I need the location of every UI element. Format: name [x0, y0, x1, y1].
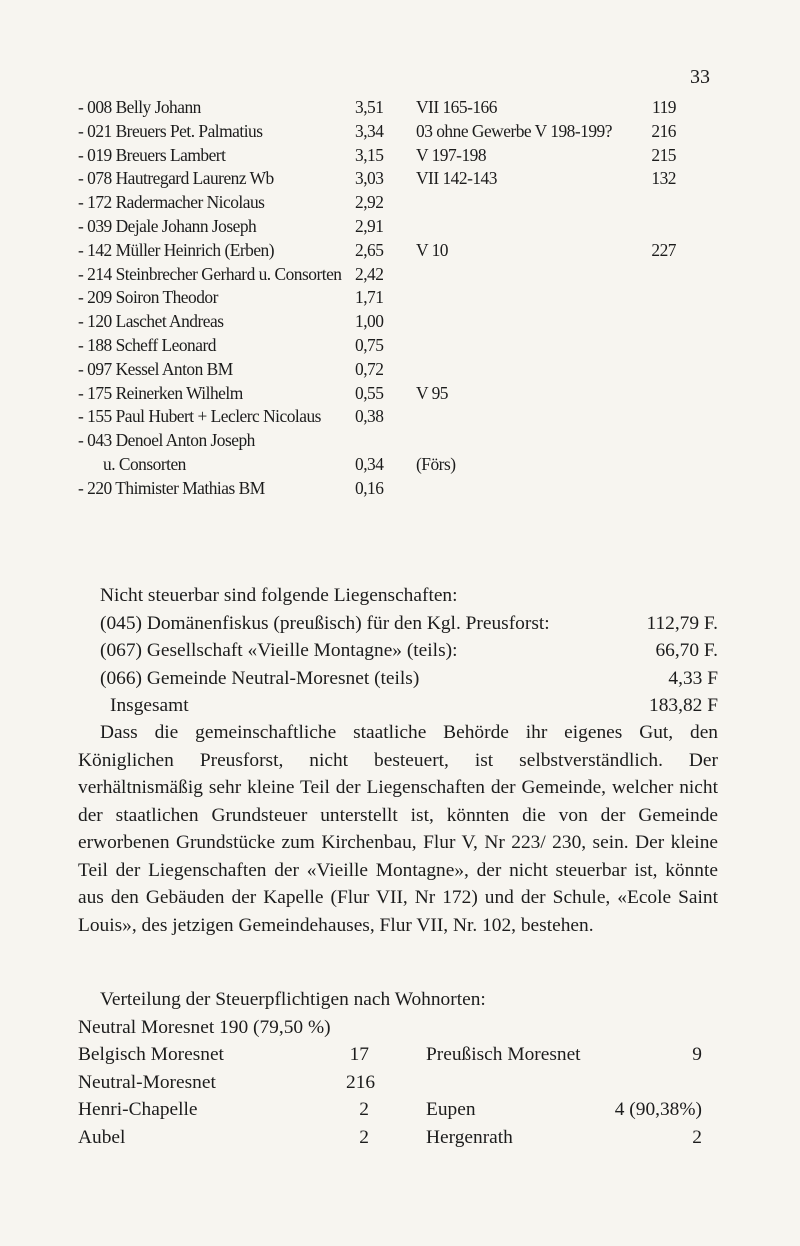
residence-c1: Henri-Chapelle [78, 1099, 198, 1120]
nonliable-label: (066) Gemeinde Neutral-Moresnet (teils) [100, 667, 420, 689]
owner-name: - 021 Breuers Pet. Palmatius [78, 120, 263, 141]
owner-number: 132 [651, 168, 676, 189]
owner-value: 1,00 [355, 311, 384, 332]
owner-value: 2,91 [355, 215, 384, 236]
owner-name: - 155 Paul Hubert + Leclerc Nicolaus [78, 406, 321, 427]
nonliable-label: Insgesamt [110, 695, 189, 716]
owner-row [78, 477, 718, 501]
paragraph-text: Dass die gemeinschaftliche staatliche Behörde ihr eigenes Gut, den Königlichen Preusforst, nicht besteuert, ist selbstverständlich. Der verhältnismäßig sehr kleine Teil der Liegenschaften der Gemeinde, welcher nicht der staatlichen Grundsteuer unterstellt ist, könnten die von der Gemeinde erworbenen Grundstücke zum Kirchenbau, Flur V, Nr 223/ 230, sein. Der kleine Teil der Liegenschaften der «Vieille Montagne», der nicht steuerbar ist, könnte aus den Gebäuden der Kapelle (Flur VII, Nr 172) und der Schule, «Ecole Saint Louis», des jetzigen Gemeindehauses, Flur VII, Nr. 102, bestehen. [78, 722, 718, 936]
residence-c3: Preußisch Moresnet [426, 1044, 581, 1065]
owner-ref: 03 ohne Gewerbe V 198-199? [416, 120, 612, 141]
owner-name: - 019 Breuers Lambert [78, 144, 226, 165]
residence-c1: Neutral-Moresnet [78, 1071, 216, 1093]
owner-value: 0,38 [355, 406, 384, 427]
nonliable-amount: 183,82 F [649, 695, 718, 716]
residence-c4: 2 [692, 1126, 702, 1148]
owner-number: 119 [652, 97, 676, 117]
residence-c2: 17 [349, 1044, 369, 1065]
owner-value: 3,51 [355, 97, 384, 117]
owner-row [78, 96, 718, 120]
owner-row [78, 286, 718, 310]
owner-row [78, 429, 718, 453]
owner-name: - 078 Hautregard Laurenz Wb [78, 168, 274, 189]
owner-row [78, 191, 718, 215]
owner-row [78, 120, 718, 144]
owner-ref: V 10 [416, 239, 448, 260]
nonliable-heading: Nicht steuerbar sind folgende Liegenschaften: [100, 585, 458, 606]
owner-row [78, 144, 718, 168]
owner-row [78, 453, 718, 477]
owner-value: 0,34 [355, 453, 384, 474]
nonliable-amount: 66,70 F. [655, 640, 718, 661]
owner-row [78, 310, 718, 334]
owner-name: - 209 Soiron Theodor [78, 287, 218, 308]
residence-section [78, 986, 718, 1151]
nonliable-amount: 4,33 F [668, 667, 718, 689]
owner-name: - 043 Denoel Anton Joseph [78, 430, 255, 451]
owner-row [78, 215, 718, 239]
nonliable-item [78, 610, 718, 638]
residence-row [78, 1041, 718, 1069]
nonliable-item [78, 665, 718, 693]
nonliable-item [78, 692, 718, 720]
owner-name: - 120 Laschet Andreas [78, 311, 224, 332]
owner-value: 3,03 [355, 168, 384, 189]
owner-name: - 008 Belly Johann [78, 97, 201, 117]
owner-value: 3,34 [355, 120, 384, 141]
owner-name: - 220 Thimister Mathias BM [78, 477, 265, 498]
owner-name: - 142 Müller Heinrich (Erben) [78, 239, 275, 260]
owner-value: 2,42 [355, 263, 384, 284]
owner-row [78, 405, 718, 429]
residence-c3: Eupen [426, 1099, 476, 1120]
residence-c2: 2 [359, 1099, 369, 1120]
owner-value: 0,75 [355, 334, 384, 355]
owner-number: 227 [651, 239, 676, 260]
owner-ref: VII 165-166 [416, 97, 497, 117]
nonliable-label: (045) Domänenfiskus (preußisch) für den Kgl. Preusforst: [100, 612, 550, 634]
owner-row [78, 167, 718, 191]
owner-ref: (Förs) [416, 453, 456, 474]
residence-c3: Hergenrath [426, 1126, 513, 1148]
residence-c1: Belgisch Moresnet [78, 1044, 224, 1065]
owner-row [78, 382, 718, 406]
owner-value: 1,71 [355, 287, 384, 308]
owner-ref: V 197-198 [416, 144, 487, 165]
nonliable-label: (067) Gesellschaft «Vieille Montagne» (teils): [100, 640, 458, 661]
owner-row [78, 263, 718, 287]
residence-c2: 216 [346, 1071, 376, 1093]
owner-name: - 188 Scheff Leonard [78, 334, 216, 355]
owner-name: - 097 Kessel Anton BM [78, 358, 233, 379]
residence-row [78, 1096, 718, 1124]
owner-name: - 172 Radermacher Nicolaus [78, 192, 265, 213]
nonliable-section [78, 582, 718, 720]
owner-value: 0,72 [355, 358, 384, 379]
residence-c4: 9 [692, 1044, 702, 1065]
owner-name: u. Consorten [103, 453, 186, 474]
owner-row [78, 239, 718, 263]
owner-name: - 039 Dejale Johann Joseph [78, 215, 257, 236]
nonliable-item [78, 637, 718, 665]
residence-c4: 4 (90,38%) [614, 1099, 702, 1120]
owner-name: - 214 Steinbrecher Gerhard u. Consorten [78, 263, 342, 284]
owner-row [78, 358, 718, 382]
owner-row [78, 334, 718, 358]
residence-summary: Neutral Moresnet 190 (79,50 %) [78, 1016, 331, 1038]
residence-c1: Aubel [78, 1126, 126, 1148]
owner-value: 2,65 [355, 239, 384, 260]
owner-list [78, 96, 718, 501]
page-number: 33 [690, 66, 710, 88]
explanation-paragraph [78, 719, 718, 939]
nonliable-amount: 112,79 F. [646, 612, 718, 634]
owner-name: - 175 Reinerken Wilhelm [78, 382, 243, 403]
owner-number: 216 [651, 120, 676, 141]
owner-value: 3,15 [355, 144, 384, 165]
owner-ref: VII 142-143 [416, 168, 497, 189]
owner-ref: V 95 [416, 382, 448, 403]
owner-value: 0,16 [355, 477, 384, 498]
residence-heading: Verteilung der Steuerpflichtigen nach Wohnorten: [100, 989, 486, 1010]
owner-value: 0,55 [355, 382, 384, 403]
owner-number: 215 [651, 144, 676, 165]
residence-row [78, 1069, 718, 1097]
owner-value: 2,92 [355, 192, 384, 213]
residence-c2: 2 [359, 1126, 369, 1148]
residence-row [78, 1124, 718, 1152]
